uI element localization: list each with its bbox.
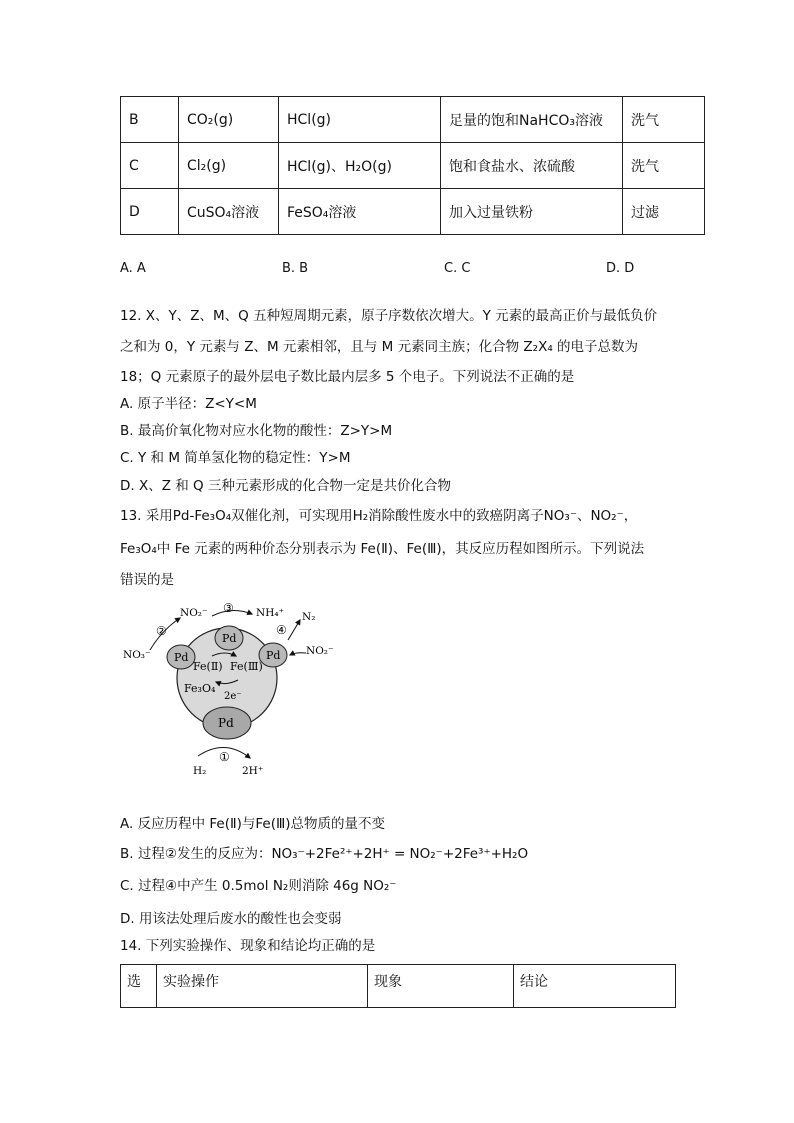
q12-stem-line-3: 18；Q 元素原子的最外层电子数比最内层多 5 个电子。下列说法不正确的是 bbox=[120, 369, 575, 385]
cell-substance: Cl₂(g) bbox=[179, 143, 279, 189]
pd-label-top: Pd bbox=[222, 632, 237, 645]
header-operation: 实验操作 bbox=[157, 965, 368, 1008]
fe2-label: Fe(Ⅱ) bbox=[193, 660, 223, 673]
header-phenomenon: 现象 bbox=[368, 965, 514, 1008]
step-2-label: ② bbox=[156, 624, 167, 638]
row-label: B bbox=[121, 97, 179, 143]
q12-option-b: B. 最高价氧化物对应水化物的酸性：Z>Y>M bbox=[120, 423, 393, 439]
q12-option-c: C. Y 和 M 简单氢化物的稳定性：Y>M bbox=[120, 450, 351, 466]
q13-option-c: C. 过程④中产生 0.5mol N₂则消除 46g NO₂⁻ bbox=[120, 878, 397, 894]
hplus-label: 2H⁺ bbox=[242, 765, 264, 777]
pd-label-bottom: Pd bbox=[218, 716, 234, 730]
q13-option-a: A. 反应历程中 Fe(Ⅱ)与Fe(Ⅲ)总物质的量不变 bbox=[120, 816, 386, 832]
cell-method: 洗气 bbox=[623, 97, 705, 143]
electron-label: 2e⁻ bbox=[224, 691, 242, 702]
q14-title: 14. 下列实验操作、现象和结论均正确的是 bbox=[120, 938, 376, 954]
row-label: D bbox=[121, 189, 179, 235]
no2-top-label: NO₂⁻ bbox=[180, 607, 208, 619]
reaction-mechanism-diagram bbox=[120, 598, 340, 783]
header-conclusion: 结论 bbox=[514, 965, 676, 1008]
cell-reagent: 饱和食盐水、浓硫酸 bbox=[441, 143, 623, 189]
n2-label: N₂ bbox=[302, 611, 316, 623]
fe3-label: Fe(Ⅲ) bbox=[230, 660, 263, 673]
q13-option-d: D. 用该法处理后废水的酸性也会变弱 bbox=[120, 911, 342, 927]
cell-reagent: 足量的饱和NaHCO₃溶液 bbox=[441, 97, 623, 143]
step-4-label: ④ bbox=[276, 623, 287, 637]
step-4-arrow bbox=[288, 620, 300, 640]
cell-impurity: HCl(g)、H₂O(g) bbox=[279, 143, 441, 189]
q11-option-d: D. D bbox=[606, 261, 635, 276]
step-1-label: ① bbox=[219, 750, 230, 764]
header-option: 选 bbox=[121, 965, 157, 1008]
q13-stem-line-2: Fe₃O₄中 Fe 元素的两种价态分别表示为 Fe(Ⅱ)、Fe(Ⅲ)，其反应历程如图所示。下列说法 bbox=[120, 541, 645, 557]
no2-right-arrow bbox=[290, 653, 306, 655]
q12-stem-line-1: 12. X、Y、Z、M、Q 五种短周期元素，原子序数依次增大。Y 元素的最高正价与最低负价 bbox=[120, 308, 658, 324]
q12-stem-line-2: 之和为 0，Y 元素与 Z、M 元素相邻，且与 M 元素同主族；化合物 Z₂X₄ 的电子总数为 bbox=[120, 339, 639, 355]
q13-option-b: B. 过程②发生的反应为：NO₃⁻+2Fe²⁺+2H⁺ = NO₂⁻+2Fe³⁺+H₂O bbox=[120, 846, 529, 862]
table-row bbox=[121, 143, 705, 189]
q11-option-a: A. A bbox=[120, 261, 146, 276]
nh4-label: NH₄⁺ bbox=[256, 607, 285, 619]
row-label: C bbox=[121, 143, 179, 189]
q11-option-c: C. C bbox=[444, 261, 471, 276]
h2-label: H₂ bbox=[193, 765, 207, 777]
cell-impurity: HCl(g) bbox=[279, 97, 441, 143]
q14-table bbox=[120, 964, 676, 1008]
q11-option-b: B. B bbox=[282, 261, 309, 276]
q12-option-a: A. 原子半径：Z<Y<M bbox=[120, 396, 257, 412]
cell-method: 过滤 bbox=[623, 189, 705, 235]
q12-option-d: D. X、Z 和 Q 三种元素形成的化合物一定是共价化合物 bbox=[120, 478, 451, 494]
cell-reagent: 加入过量铁粉 bbox=[441, 189, 623, 235]
pd-label-right: Pd bbox=[266, 649, 281, 662]
pd-label-left: Pd bbox=[174, 651, 189, 664]
cell-substance: CuSO₄溶液 bbox=[179, 189, 279, 235]
cell-substance: CO₂(g) bbox=[179, 97, 279, 143]
table-header-row bbox=[121, 965, 676, 1008]
q11-table bbox=[120, 96, 705, 235]
cell-method: 洗气 bbox=[623, 143, 705, 189]
table-row bbox=[121, 97, 705, 143]
fe3o4-label: Fe₃O₄ bbox=[184, 682, 216, 695]
q13-stem-line-3: 错误的是 bbox=[120, 572, 174, 588]
no3-label: NO₃⁻ bbox=[123, 649, 151, 661]
table-row bbox=[121, 189, 705, 235]
step-3-label: ③ bbox=[223, 601, 234, 615]
no2-right-label: NO₂⁻ bbox=[306, 645, 334, 657]
cell-impurity: FeSO₄溶液 bbox=[279, 189, 441, 235]
q13-stem-line-1: 13. 采用Pd-Fe₃O₄双催化剂，可实现用H₂消除酸性废水中的致癌阴离子NO₃⁻、NO₂⁻， bbox=[120, 508, 638, 524]
